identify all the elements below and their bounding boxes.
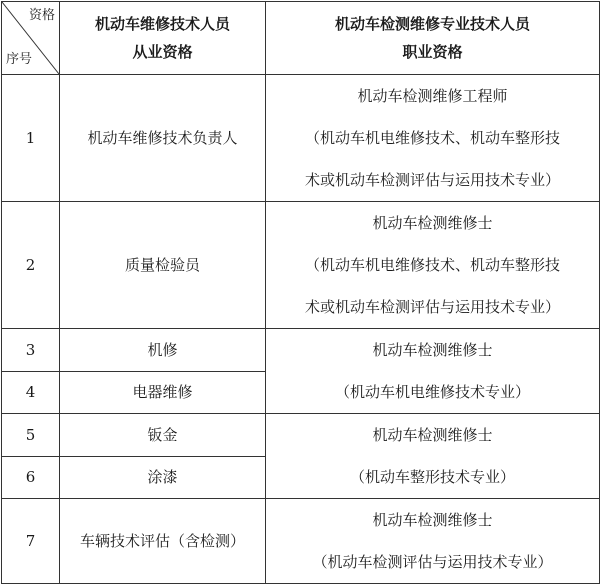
table-row bbox=[2, 329, 600, 372]
row-role: 电器维修 bbox=[60, 371, 266, 414]
table-header-row bbox=[2, 2, 600, 75]
qual-line: 术或机动车检测评估与运用技术专业） bbox=[304, 171, 560, 189]
corner-label-serial: 序号 bbox=[6, 52, 33, 67]
header-col3-line1: 机动车检测维修专业技术人员 bbox=[334, 15, 530, 33]
row-role: 涂漆 bbox=[60, 456, 266, 499]
row-number: 2 bbox=[2, 202, 60, 329]
qual-line: 机动车检测维修士 bbox=[372, 341, 493, 359]
qual-line: 机动车检测维修工程师 bbox=[357, 87, 508, 105]
row-number: 4 bbox=[2, 371, 60, 414]
row-role: 质量检验员 bbox=[60, 202, 266, 329]
row-qualification bbox=[266, 202, 600, 329]
row-role: 机动车维修技术负责人 bbox=[60, 75, 266, 202]
qual-line: 机动车检测维修士 bbox=[372, 426, 493, 444]
row-number: 5 bbox=[2, 414, 60, 457]
row-qualification-merged bbox=[266, 329, 600, 414]
qual-line: 机动车检测维修士 bbox=[372, 214, 493, 232]
header-col2-line1: 机动车维修技术人员 bbox=[94, 15, 230, 33]
qual-line: （机动车检测评估与运用技术专业） bbox=[312, 553, 553, 571]
table-row bbox=[2, 414, 600, 457]
header-professional-qualification bbox=[266, 2, 600, 75]
qual-line: （机动车整形技术专业） bbox=[349, 468, 515, 486]
corner-label-qualification: 资格 bbox=[28, 8, 55, 23]
qual-line: 机动车检测维修士 bbox=[372, 511, 493, 529]
qual-line: 术或机动车检测评估与运用技术专业） bbox=[304, 298, 560, 316]
row-number: 7 bbox=[2, 499, 60, 584]
row-number: 1 bbox=[2, 75, 60, 202]
header-col3-line2: 职业资格 bbox=[402, 43, 463, 61]
qual-line: （机动车机电维修技术专业） bbox=[334, 383, 530, 401]
qualification-table bbox=[1, 1, 600, 584]
header-corner-cell bbox=[2, 2, 60, 75]
table-row bbox=[2, 499, 600, 584]
row-qualification bbox=[266, 75, 600, 202]
header-col2-line2: 从业资格 bbox=[132, 43, 193, 61]
qual-line: （机动车机电维修技术、机动车整形技 bbox=[304, 256, 560, 274]
row-qualification bbox=[266, 499, 600, 584]
table-row bbox=[2, 202, 600, 329]
row-role: 机修 bbox=[60, 329, 266, 372]
row-role: 钣金 bbox=[60, 414, 266, 457]
table-row bbox=[2, 75, 600, 202]
row-qualification-merged bbox=[266, 414, 600, 499]
row-number: 6 bbox=[2, 456, 60, 499]
qual-line: （机动车机电维修技术、机动车整形技 bbox=[304, 129, 560, 147]
row-role: 车辆技术评估（含检测） bbox=[60, 499, 266, 584]
row-number: 3 bbox=[2, 329, 60, 372]
header-practitioner-qualification bbox=[60, 2, 266, 75]
